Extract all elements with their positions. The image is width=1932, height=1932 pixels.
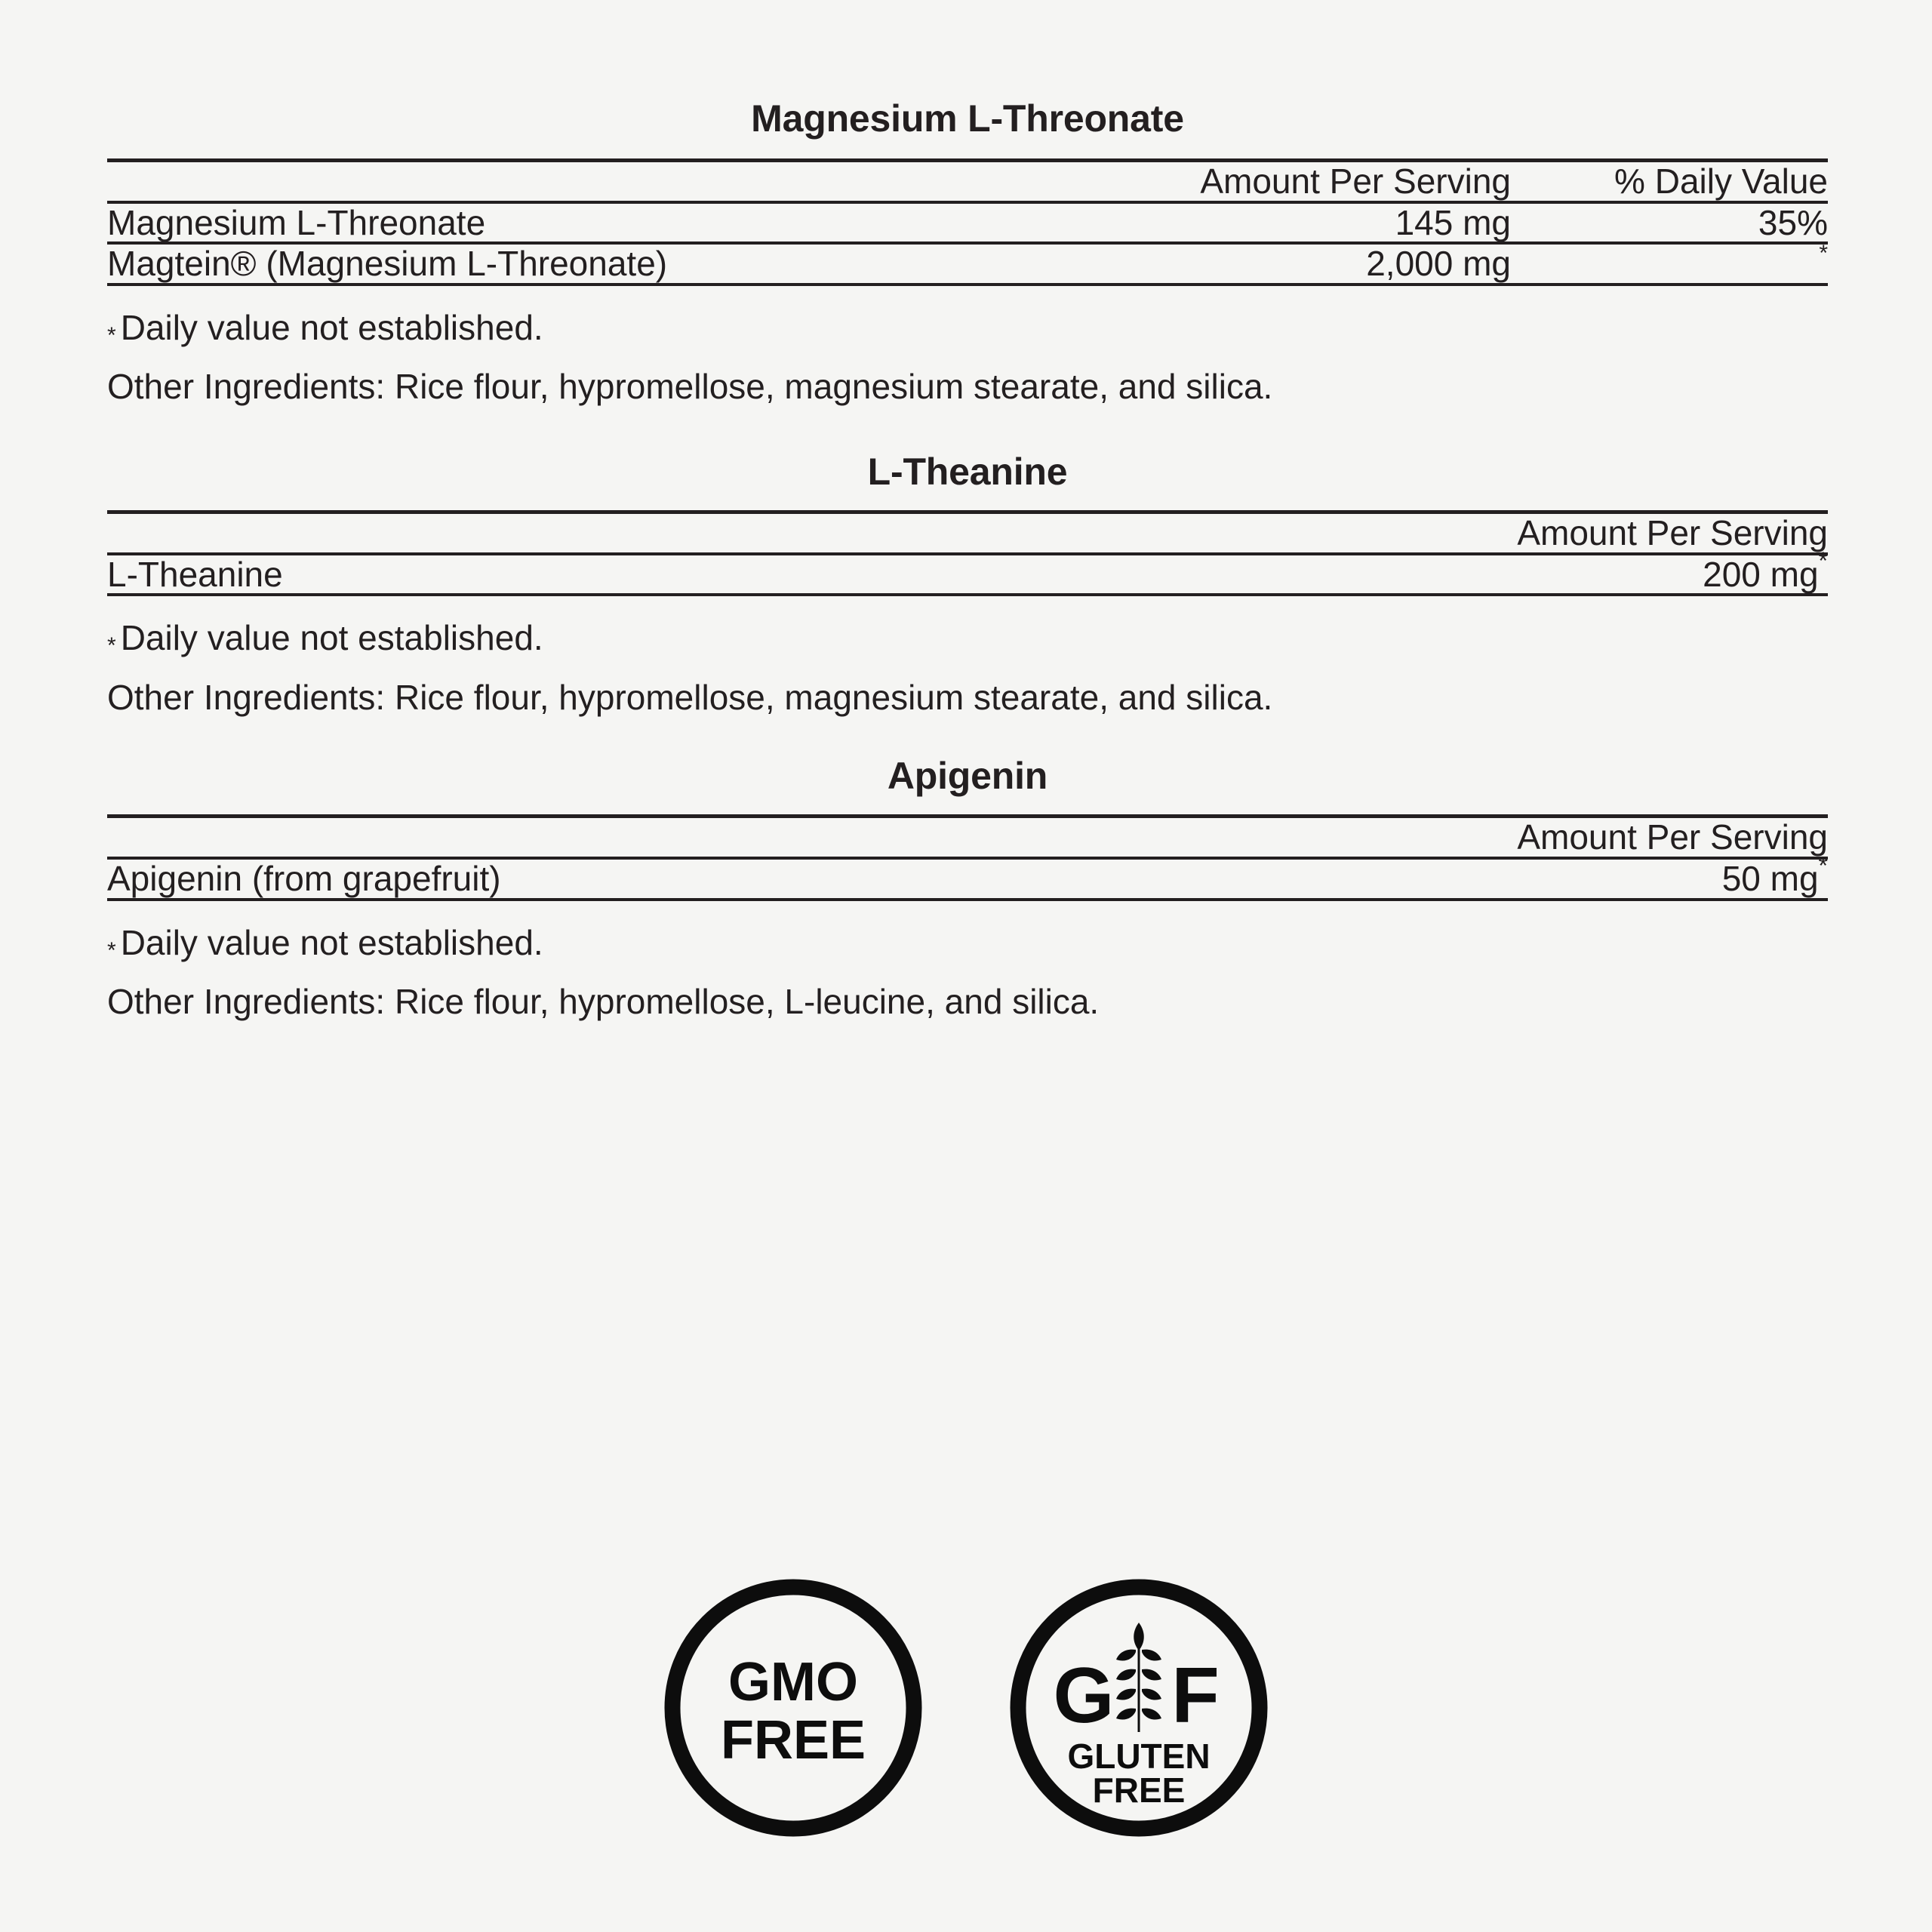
- gluten-free-letter-g-text: G: [1053, 1652, 1115, 1740]
- section-magnesium-l-threonate: [107, 98, 1828, 406]
- section-l-theanine: [107, 451, 1828, 716]
- other-ingredients-text: Other Ingredients: Rice flour, hypromellose, L-leucine, and silica.: [107, 982, 1100, 1022]
- nutrient-daily-value: [1511, 240, 1828, 283]
- footnotes: [107, 901, 1828, 1021]
- nutrient-amount: [1179, 547, 1828, 594]
- footnote-text: Daily value not established.: [120, 307, 543, 347]
- column-header-percent-daily-value: % Daily Value: [1614, 162, 1828, 201]
- footnote-asterisk: *: [107, 322, 116, 348]
- gluten-free-line1-text: GLUTEN: [1067, 1737, 1211, 1776]
- nutrient-amount: 145 mg: [1395, 202, 1511, 242]
- gluten-free-letter-f-text: F: [1171, 1652, 1220, 1740]
- section-title: Magnesium L-Threonate: [751, 97, 1184, 140]
- column-header-amount-per-serving: Amount Per Serving: [1517, 817, 1828, 857]
- gmo-free-line2-text: FREE: [720, 1710, 866, 1770]
- column-header-amount-per-serving: Amount Per Serving: [1200, 162, 1511, 201]
- facts-table: [107, 514, 1828, 593]
- table-header-row: [107, 162, 1828, 201]
- table-row: [107, 555, 1828, 594]
- nutrient-amount: 2,000 mg: [1366, 244, 1511, 284]
- daily-value-footnote: [107, 309, 1828, 368]
- supplement-facts-panel: [107, 98, 1828, 1021]
- daily-value-asterisk: *: [1819, 240, 1828, 266]
- column-header-blank: [107, 818, 1179, 857]
- footnotes: [107, 286, 1828, 406]
- daily-value-footnote: [107, 619, 1828, 678]
- section-title: Apigenin: [887, 755, 1048, 798]
- nutrient-amount-value: 50 mg: [1721, 858, 1819, 898]
- gluten-free-line2-text: FREE: [1092, 1770, 1186, 1810]
- section-spacer: [107, 716, 1828, 755]
- nutrient-daily-value: 35%: [1758, 202, 1828, 242]
- certification-badges: [0, 1577, 1932, 1838]
- table-header-row: [107, 514, 1828, 552]
- gmo-free-badge: [663, 1577, 924, 1838]
- wheat-stalk-icon: [1116, 1623, 1161, 1732]
- column-header-blank: [107, 162, 1028, 201]
- nutrient-amount-value: 200 mg: [1703, 554, 1819, 594]
- section-title: L-Theanine: [867, 450, 1068, 493]
- footnote-text: Daily value not established.: [120, 618, 543, 658]
- other-ingredients-text: Other Ingredients: Rice flour, hypromellose, magnesium stearate, and silica.: [107, 677, 1273, 717]
- table-row: [107, 860, 1828, 898]
- nutrient-name: Apigenin (from grapefruit): [107, 858, 501, 898]
- column-header-amount-per-serving: Amount Per Serving: [1517, 512, 1828, 552]
- nutrient-name: L-Theanine: [107, 554, 283, 594]
- section-spacer: [107, 406, 1828, 451]
- table-row: [107, 204, 1828, 242]
- gmo-free-line1-text: GMO: [728, 1652, 858, 1712]
- facts-table: [107, 162, 1828, 283]
- footnotes: [107, 596, 1828, 716]
- nutrient-amount: [1179, 851, 1828, 898]
- amount-asterisk: *: [1818, 547, 1828, 575]
- table-header-row: [107, 818, 1828, 857]
- gluten-free-badge: [1008, 1577, 1269, 1838]
- nutrient-name: Magnesium L-Threonate: [107, 202, 486, 242]
- facts-table: [107, 818, 1828, 897]
- nutrient-name: Magtein® (Magnesium L-Threonate): [107, 244, 668, 284]
- column-header-blank: [107, 514, 1179, 552]
- table-row: [107, 245, 1828, 283]
- other-ingredients-text: Other Ingredients: Rice flour, hypromellose, magnesium stearate, and silica.: [107, 367, 1273, 407]
- footnote-asterisk: *: [107, 633, 116, 659]
- daily-value-footnote: [107, 924, 1828, 983]
- footnote-text: Daily value not established.: [120, 922, 543, 962]
- amount-asterisk: *: [1818, 851, 1828, 879]
- section-apigenin: [107, 755, 1828, 1020]
- footnote-asterisk: *: [107, 937, 116, 963]
